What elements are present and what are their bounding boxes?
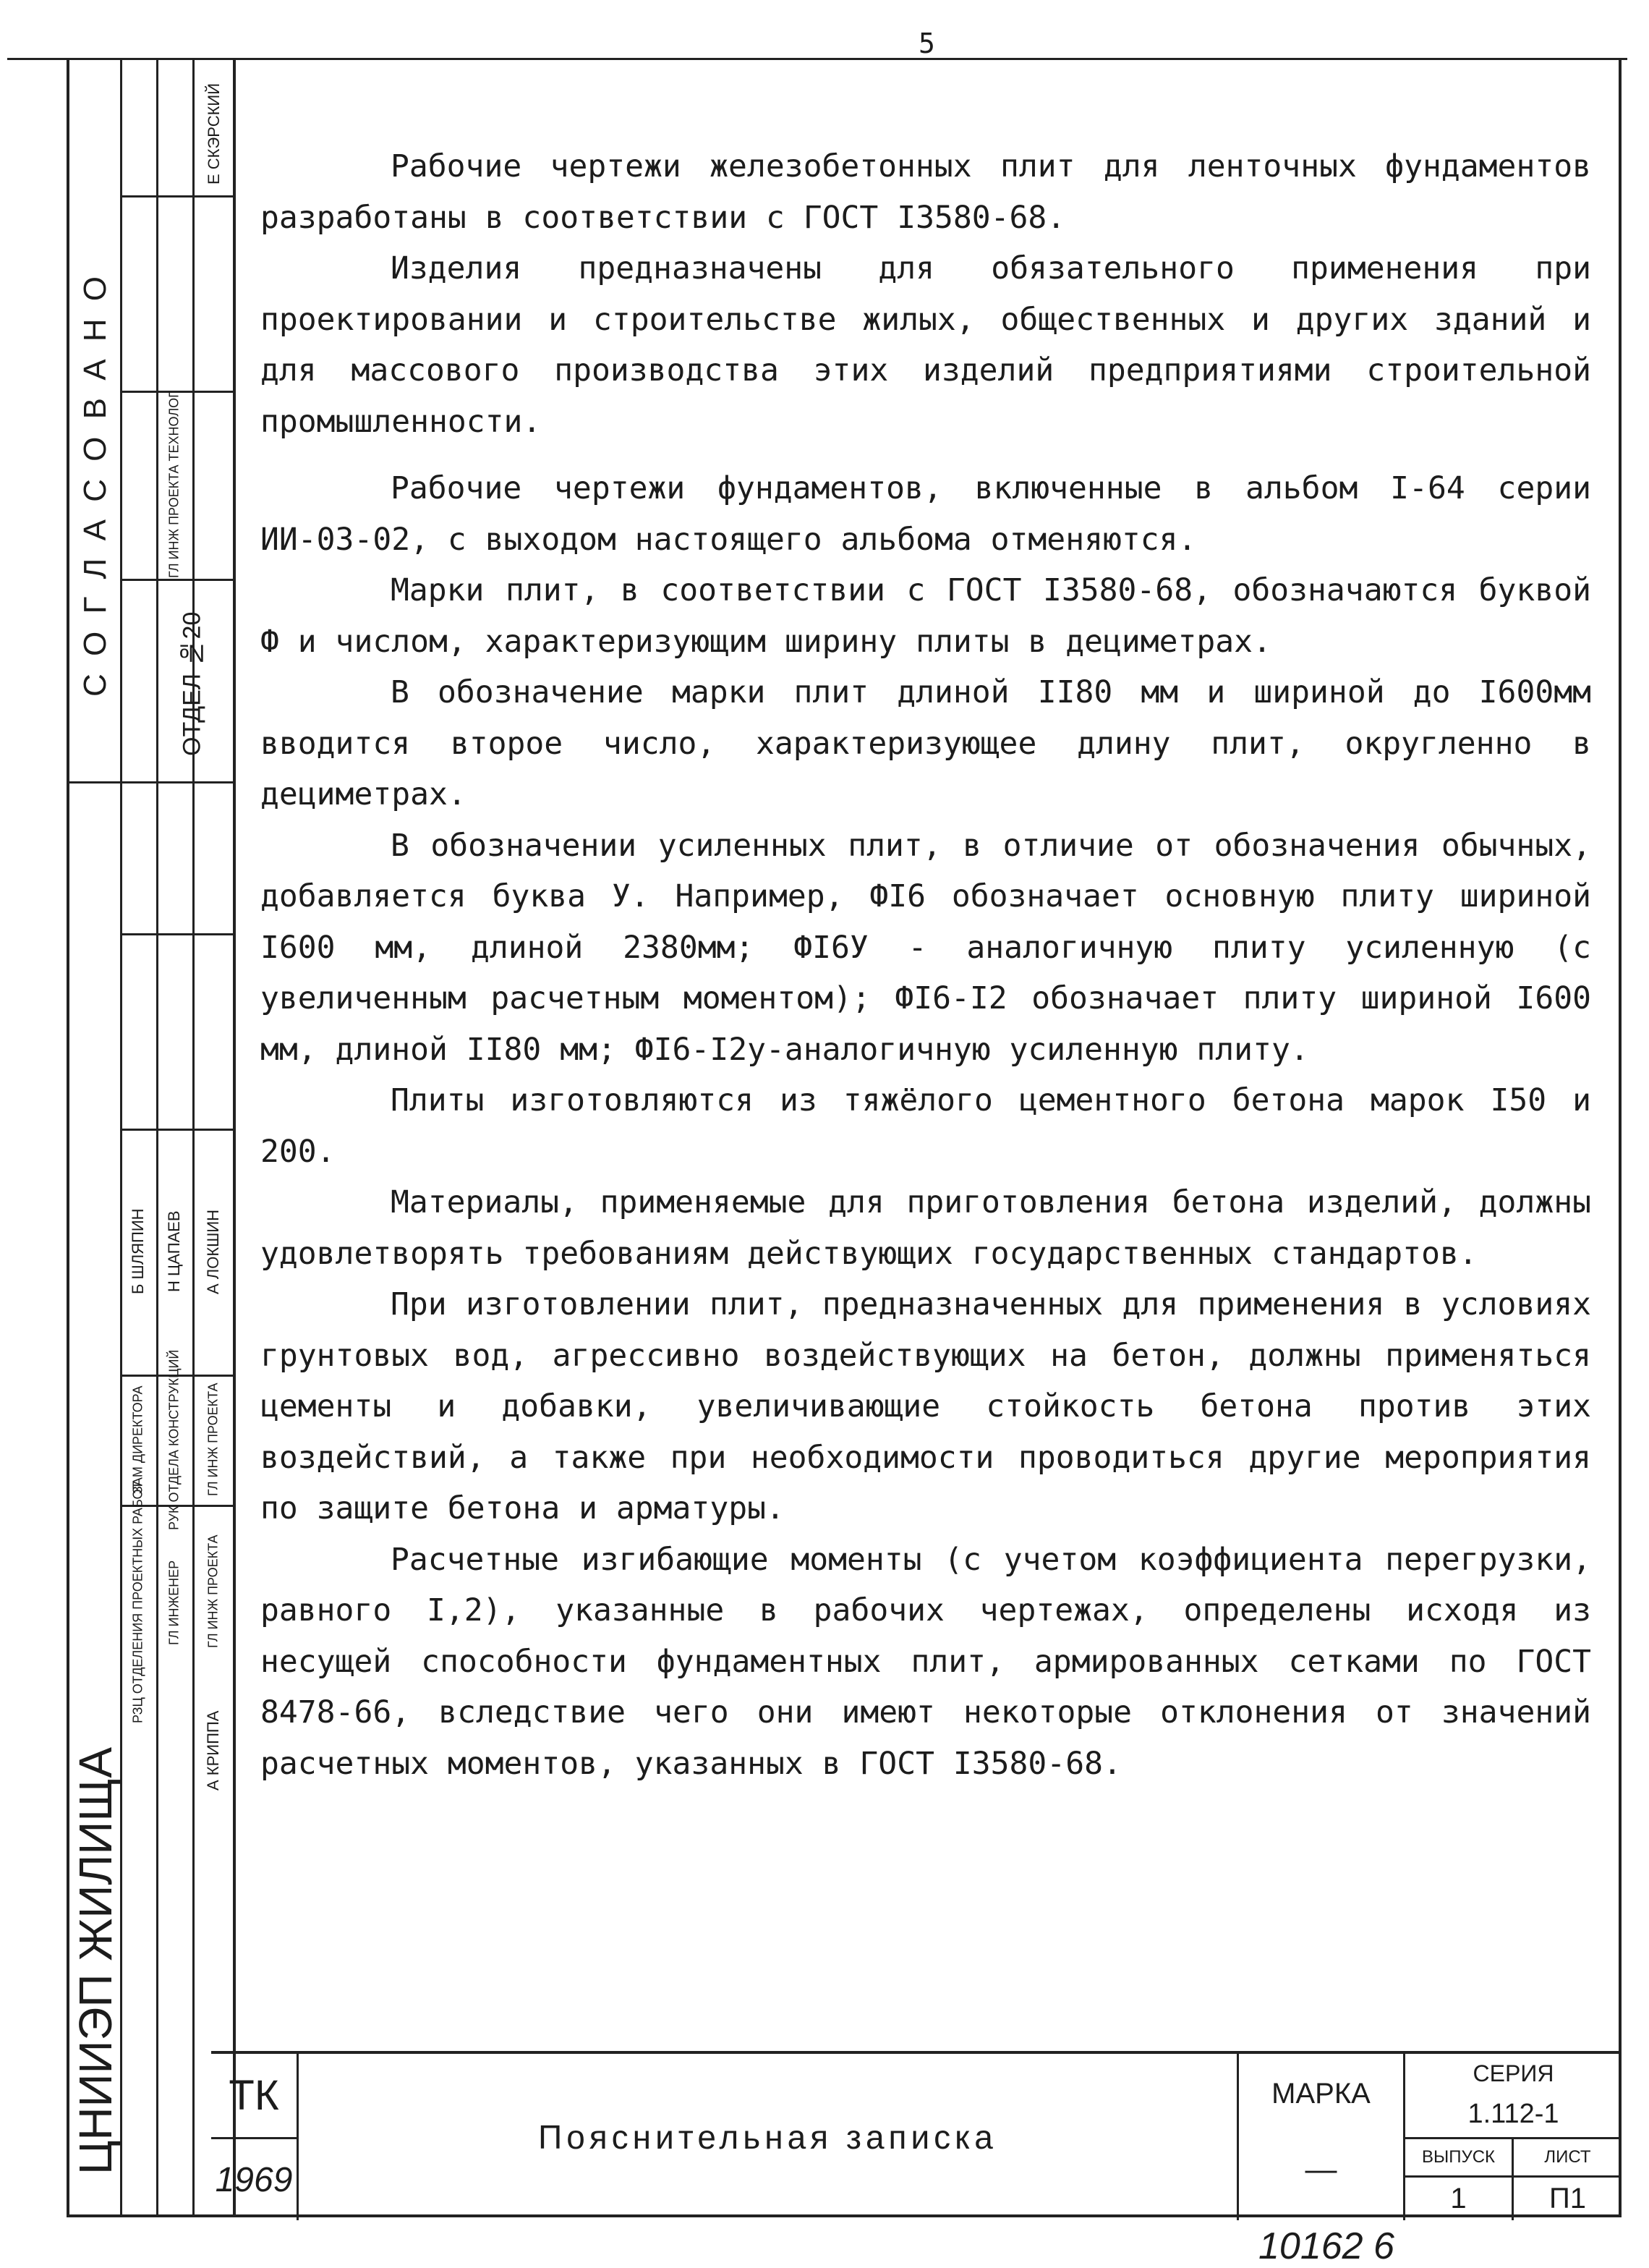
stamp-row-divider [120, 195, 236, 198]
signatory-name: А ЛОКШИН [204, 1209, 222, 1294]
stamp-row-divider [120, 933, 236, 935]
role-label: ГЛ ИНЖЕНЕР [166, 1560, 182, 1645]
signatory-name: Н ЦАПАЕВ [165, 1210, 183, 1293]
page-number: 5 [919, 27, 935, 59]
marka-label: МАРКА [1271, 2077, 1371, 2110]
paragraph: В обозначении усиленных плит, в отличие от обозначения обычных, добавляется буква У. Например, ФI6 обозначает основную плиту шириной I600 мм, длиной 2380мм; ФI6У - аналогичную плиту усиленную (с увеличенным расчетным моментом); ФI6-I2 обозначает плиту шириной I600 мм, длиной II80 мм; ФI6-I2у-аналогичную усиленную плиту. [260, 827, 1591, 1068]
signatory-name: Б ШЛЯПИН [129, 1208, 147, 1295]
inventory-number: 10162 6 [1258, 2225, 1394, 2267]
series-label: СЕРИЯ [1473, 2060, 1554, 2086]
organization-name: ЦНИИЭП ЖИЛИЩА [69, 1746, 122, 2175]
stamp-row-divider [120, 579, 236, 581]
issue-label: ВЫПУСК [1421, 2147, 1496, 2167]
signatory-name: А КРИППА [204, 1710, 222, 1791]
paragraph: При изготовлении плит, предназначенных для применения в условиях грунтовых вод, агрессивно воздействующих на бетон, должны применяться цементы и добавки, увеличивающие стойкость бетона против этих воздействий, а также при необходимости проводиться другие мероприятия по защите бетона и арматуры. [260, 1286, 1591, 1526]
year: 1969 [215, 2160, 293, 2199]
paragraph: Материалы, применяемые для приготовления бетона изделий, должны удовлетворять требованиям действующих государственных стандартов. [260, 1184, 1591, 1272]
document-title: Пояснительная записка [538, 2118, 997, 2156]
stamp-column-divider [156, 58, 158, 2217]
stamp-column-divider [192, 58, 195, 2217]
role-label: ГЛ ИНЖ ПРОЕКТА [205, 1534, 221, 1649]
stamp-row-divider [120, 1129, 236, 1131]
paragraph: Расчетные изгибающие моменты (с учетом коэффициента перегрузки, равного I,2), указанные в рабочих чертежах, определены исходя из несущей способности фундаментных плит, армированных сетками по ГОСТ 8478-66, вследствие чего они имеют некоторые отклонения от значений расчетных моментов, указанных в ГОСТ I3580-68. [260, 1541, 1591, 1782]
title-block [211, 2051, 1622, 2220]
sheet-value: П1 [1549, 2183, 1586, 2214]
issue-value: 1 [1450, 2183, 1467, 2214]
paragraph: Плиты изготовляются из тяжёлого цементного бетона марок I50 и 200. [260, 1082, 1591, 1170]
approval-department: ОТДЕЛ №20 [178, 611, 206, 756]
paragraph: Рабочие чертежи фундаментов, включенные в альбом I-64 серии ИИ-03-02, с выходом настоящего альбома отменяются. [260, 470, 1591, 558]
paragraph: В обозначение марки плит длиной II80 мм и шириной до I600мм вводится второе число, характеризующее длину плит, округленно в дециметрах. [260, 674, 1591, 812]
approval-heading: С О Г Л А С О В А Н О [77, 272, 113, 697]
role-label: ЗАМ ДИРЕКТОРА [130, 1385, 145, 1494]
paragraph: Марки плит, в соответствии с ГОСТ I3580-68, обозначаются буквой Ф и числом, характеризующим ширину плиты в дециметрах. [260, 572, 1591, 660]
role-label: ГЛ ИНЖ ПРОЕКТА [205, 1383, 221, 1497]
approval-name: Е СКЭРСКИЙ [205, 82, 223, 185]
left-approval-stamp [69, 58, 236, 2217]
paragraph: Рабочие чертежи железобетонных плит для ленточных фундаментов разработаны в соответствии с ГОСТ I3580-68. [260, 148, 1591, 236]
role-label: РЗЦ ОТДЕЛЕНИЯ ПРОЕКТНЫХ РАБОТ [130, 1481, 145, 1724]
marka-value: — [1305, 2152, 1337, 2187]
sheet-label: ЛИСТ [1544, 2147, 1591, 2167]
approval-role: ГЛ ИНЖ ПРОЕКТА ТЕХНОЛОГ [166, 391, 182, 579]
paragraph: Изделия предназначены для обязательного применения при проектировании и строительстве жилых, общественных и других зданий и для массового производства этих изделий предприятиями строительной промышленности. [260, 250, 1591, 440]
designer-code: ТК [229, 2072, 279, 2119]
role-label: РУК ОТДЕЛА КОНСТРУКЦИЙ [166, 1349, 182, 1530]
explanatory-note-body [260, 141, 1591, 1789]
series-value: 1.112-1 [1467, 2098, 1559, 2129]
stamp-row-divider [69, 781, 236, 783]
